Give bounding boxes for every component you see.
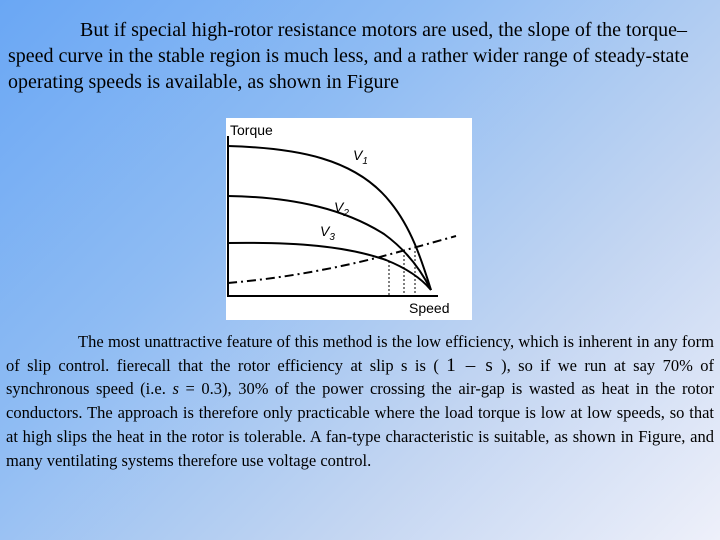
intro-paragraph <box>8 17 698 95</box>
curve-label-v2: $V_2$ <box>334 199 349 219</box>
torque-axis-label: Torque <box>230 122 273 138</box>
intro-text: But if special high-rotor resistance motors are used, the slope of the torque–speed curve in the stable region is much less, and a rather wider range of steady-state operating speeds is available, as shown in Figure <box>8 19 689 93</box>
torque-speed-figure <box>226 118 472 320</box>
curve-label-v1: $V_1$ <box>353 147 368 167</box>
torque-speed-diagram <box>226 118 472 320</box>
slip-variable: s <box>172 379 179 399</box>
body-text-part3: = 0.3), 30% of the power crossing the air-gap is wasted as heat in the rotor conductors. The approach is therefore only practicable where the load torque is low at low speeds, so that at high slips the heat in the rotor is tolerable. A fan-type characteristic is suitable, as shown in Figure, and many ventilating systems therefore use voltage control. <box>6 379 715 470</box>
body-text-part1: The most unattractive feature of this method is the low efficiency, which is inherent in any form of slip control. fierecall that the rotor efficiency at slip s is ( <box>6 332 714 375</box>
body-paragraph <box>6 330 714 472</box>
torque-curve-v3 <box>228 243 431 290</box>
speed-axis-label: Speed <box>409 300 450 316</box>
curve-label-v3: $V_3$ <box>320 223 335 243</box>
body-text-part2: ), so if we run at say 70% of synchronous speed (i.e. <box>6 355 714 399</box>
efficiency-formula: 1 – s <box>446 354 494 376</box>
